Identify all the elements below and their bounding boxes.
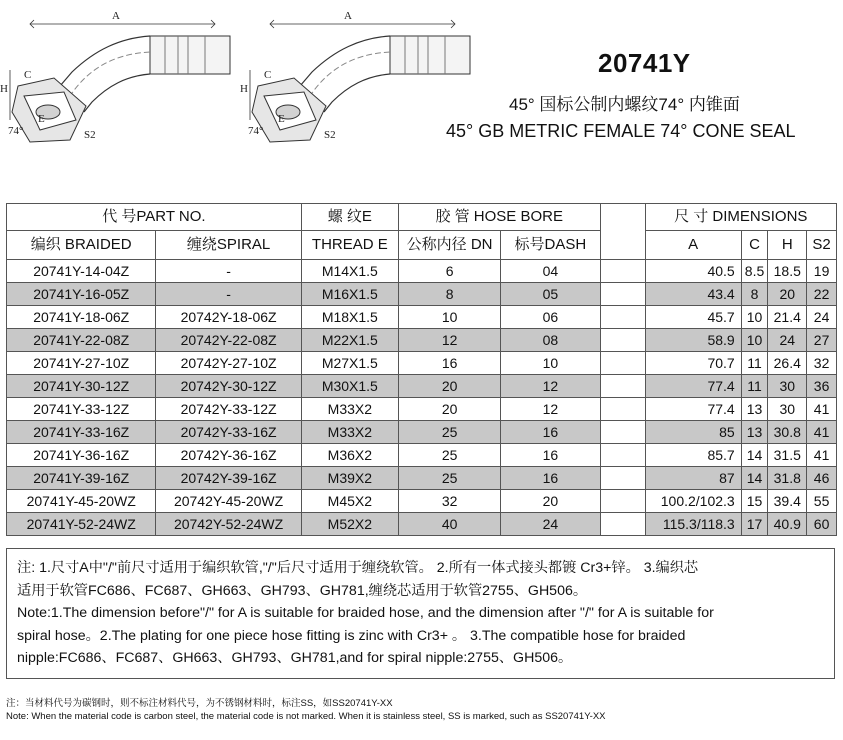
drawing-label-angle: 74° [8,125,24,137]
cell-dash: 06 [501,306,600,329]
header-dimensions: 尺 寸 DIMENSIONS [645,204,836,231]
table-row [7,329,837,352]
note-cn-line-1: 注: 1.尺寸A中"/"前尺寸适用于编织软管,"/"后尺寸适用于缠绕软管。 2.所有一体式接头都镀 Cr3+锌。 3.编织芯 [17,560,699,576]
cell-a: 70.7 [645,352,741,375]
cell-c: 14 [741,444,768,467]
drawing-label-s2-2: S2 [324,129,336,141]
cell-h: 26.4 [768,352,807,375]
header-dn: 公称内径 DN [398,231,500,260]
cell-h: 31.8 [768,467,807,490]
cell-thread: M36X2 [301,444,398,467]
cell-h: 30.8 [768,421,807,444]
cell-blank [600,329,645,352]
cell-dash: 12 [501,375,600,398]
cell-dn: 25 [398,467,500,490]
cell-thread: M16X1.5 [301,283,398,306]
table-row [7,444,837,467]
table-row [7,421,837,444]
cell-c: 8 [741,283,768,306]
cell-blank [600,513,645,536]
cell-s2: 19 [807,260,837,283]
note-en-line-3: nipple:FC686、FC687、GH663、GH793、GH781,and for spiral nipple:2755、GH506。 [17,650,573,666]
cell-spiral: 20742Y-18-06Z [156,306,301,329]
drawing-label-a: A [112,10,120,22]
cell-blank [600,444,645,467]
drawing-label-h: H [0,83,8,95]
header-dash: 标号DASH [501,231,600,260]
cell-braided: 20741Y-27-10Z [7,352,156,375]
header-s2: S2 [807,231,837,260]
title-english: 45° GB METRIC FEMALE 74° CONE SEAL [446,121,796,141]
cell-dash: 16 [501,444,600,467]
cell-dn: 40 [398,513,500,536]
cell-thread: M33X2 [301,421,398,444]
drawing-label-s2: S2 [84,129,96,141]
cell-spiral: - [156,283,301,306]
drawing-label-a-2: A [344,10,352,22]
cell-spiral: 20742Y-52-24WZ [156,513,301,536]
cell-dn: 8 [398,283,500,306]
cell-a: 77.4 [645,375,741,398]
cell-h: 20 [768,283,807,306]
cell-blank [600,260,645,283]
cell-dash: 24 [501,513,600,536]
cell-dash: 10 [501,352,600,375]
cell-thread: M39X2 [301,467,398,490]
cell-h: 31.5 [768,444,807,467]
cell-c: 13 [741,398,768,421]
cell-c: 14 [741,467,768,490]
note-en-line-1: Note:1.The dimension before"/" for A is suitable for braided hose, and the dimension after "/" for A is suitable for [17,605,714,621]
cell-a: 85.7 [645,444,741,467]
cell-dn: 25 [398,444,500,467]
cell-braided: 20741Y-18-06Z [7,306,156,329]
cell-s2: 41 [807,444,837,467]
cell-s2: 41 [807,421,837,444]
cell-s2: 41 [807,398,837,421]
cell-thread: M52X2 [301,513,398,536]
fitting-drawings [0,0,500,160]
cell-spiral: 20742Y-33-12Z [156,398,301,421]
cell-braided: 20741Y-30-12Z [7,375,156,398]
cell-dn: 20 [398,375,500,398]
cell-braided: 20741Y-45-20WZ [7,490,156,513]
product-code: 20741Y [598,48,691,78]
table-row [7,398,837,421]
cell-thread: M14X1.5 [301,260,398,283]
cell-a: 43.4 [645,283,741,306]
cell-braided: 20741Y-14-04Z [7,260,156,283]
cell-dn: 6 [398,260,500,283]
header-thread-en: THREAD E [301,231,398,260]
cell-dash: 12 [501,398,600,421]
table-row [7,513,837,536]
cell-spiral: 20742Y-39-16Z [156,467,301,490]
footer-note [6,697,839,723]
cell-spiral: 20742Y-33-16Z [156,421,301,444]
cell-blank [600,306,645,329]
cell-h: 21.4 [768,306,807,329]
cell-blank [600,467,645,490]
cell-blank [600,283,645,306]
cell-dn: 10 [398,306,500,329]
header-blank [600,204,645,260]
cell-braided: 20741Y-39-16Z [7,467,156,490]
cell-s2: 36 [807,375,837,398]
cell-braided: 20741Y-36-16Z [7,444,156,467]
cell-blank [600,398,645,421]
drawing-label-c-2: C [264,69,272,81]
cell-s2: 46 [807,467,837,490]
cell-thread: M27X1.5 [301,352,398,375]
table-row [7,490,837,513]
cell-dn: 20 [398,398,500,421]
cell-a: 77.4 [645,398,741,421]
cell-h: 39.4 [768,490,807,513]
cell-c: 11 [741,352,768,375]
header-h: H [768,231,807,260]
cell-a: 45.7 [645,306,741,329]
cell-s2: 32 [807,352,837,375]
cell-c: 10 [741,329,768,352]
cell-blank [600,490,645,513]
cell-spiral: 20742Y-30-12Z [156,375,301,398]
cell-dn: 32 [398,490,500,513]
table-row [7,467,837,490]
header-hose-bore: 胶 管 HOSE BORE [398,204,600,231]
cell-a: 85 [645,421,741,444]
cell-spiral: 20742Y-36-16Z [156,444,301,467]
title-chinese: 45° 国标公制内螺纹74° 内锥面 [509,95,740,114]
cell-c: 15 [741,490,768,513]
cell-c: 8.5 [741,260,768,283]
cell-s2: 55 [807,490,837,513]
cell-s2: 24 [807,306,837,329]
cell-braided: 20741Y-22-08Z [7,329,156,352]
cell-thread: M30X1.5 [301,375,398,398]
cell-spiral: 20742Y-22-08Z [156,329,301,352]
table-row [7,375,837,398]
header-thread-cn: 螺 纹E [301,204,398,231]
header-c: C [741,231,768,260]
note-en-line-2: spiral hose。2.The plating for one piece hose fitting is zinc with Cr3+ 。 3.The compatible hose for braided [17,627,686,644]
cell-blank [600,375,645,398]
drawing-label-c: C [24,69,32,81]
cell-dn: 12 [398,329,500,352]
cell-braided: 20741Y-16-05Z [7,283,156,306]
cell-braided: 20741Y-52-24WZ [7,513,156,536]
cell-dash: 16 [501,421,600,444]
drawing-label-e: E [38,113,45,125]
cell-c: 11 [741,375,768,398]
cell-thread: M22X1.5 [301,329,398,352]
cell-h: 18.5 [768,260,807,283]
header-spiral: 缠绕SPIRAL [156,231,301,260]
drawing-label-angle-2: 74° [248,125,264,137]
cell-dn: 16 [398,352,500,375]
cell-a: 87 [645,467,741,490]
cell-h: 30 [768,398,807,421]
fitting-drawing-svg [0,0,500,160]
cell-a: 115.3/118.3 [645,513,741,536]
cell-dn: 25 [398,421,500,444]
drawing-label-h-2: H [240,83,248,95]
fitting-drawing-right [240,10,470,142]
cell-s2: 60 [807,513,837,536]
drawing-label-e-2: E [278,113,285,125]
footer-cn: 注：当材料代号为碳钢时，则不标注材料代号，为不锈钢材料时，标注SS，如SS20741Y-XX [6,698,393,709]
cell-braided: 20741Y-33-16Z [7,421,156,444]
cell-blank [600,421,645,444]
spec-table [6,203,837,536]
table-row [7,260,837,283]
cell-dash: 20 [501,490,600,513]
footer-en: Note: When the material code is carbon steel, the material code is not marked. When it is stainless steel, SS is marked, such as SS20741Y-XX [6,711,606,722]
cell-h: 24 [768,329,807,352]
cell-a: 58.9 [645,329,741,352]
cell-dash: 16 [501,467,600,490]
header-a: A [645,231,741,260]
cell-spiral: - [156,260,301,283]
fitting-drawing-left [0,10,230,142]
cell-blank [600,352,645,375]
cell-dash: 08 [501,329,600,352]
cell-h: 30 [768,375,807,398]
cell-s2: 27 [807,329,837,352]
cell-a: 40.5 [645,260,741,283]
cell-thread: M33X2 [301,398,398,421]
table-row [7,283,837,306]
table-row [7,352,837,375]
cell-c: 13 [741,421,768,444]
cell-spiral: 20742Y-27-10Z [156,352,301,375]
notes-box [6,548,835,679]
cell-dash: 05 [501,283,600,306]
cell-c: 10 [741,306,768,329]
note-cn-line-2: 适用于软管FC686、FC687、GH663、GH793、GH781,缠绕芯适用于软管2755、GH506。 [17,582,588,599]
cell-c: 17 [741,513,768,536]
header-braided: 编织 BRAIDED [7,231,156,260]
header-part-no: 代 号PART NO. [7,204,302,231]
cell-spiral: 20742Y-45-20WZ [156,490,301,513]
cell-s2: 22 [807,283,837,306]
table-row [7,306,837,329]
cell-a: 100.2/102.3 [645,490,741,513]
cell-thread: M45X2 [301,490,398,513]
cell-dash: 04 [501,260,600,283]
cell-h: 40.9 [768,513,807,536]
cell-braided: 20741Y-33-12Z [7,398,156,421]
cell-thread: M18X1.5 [301,306,398,329]
